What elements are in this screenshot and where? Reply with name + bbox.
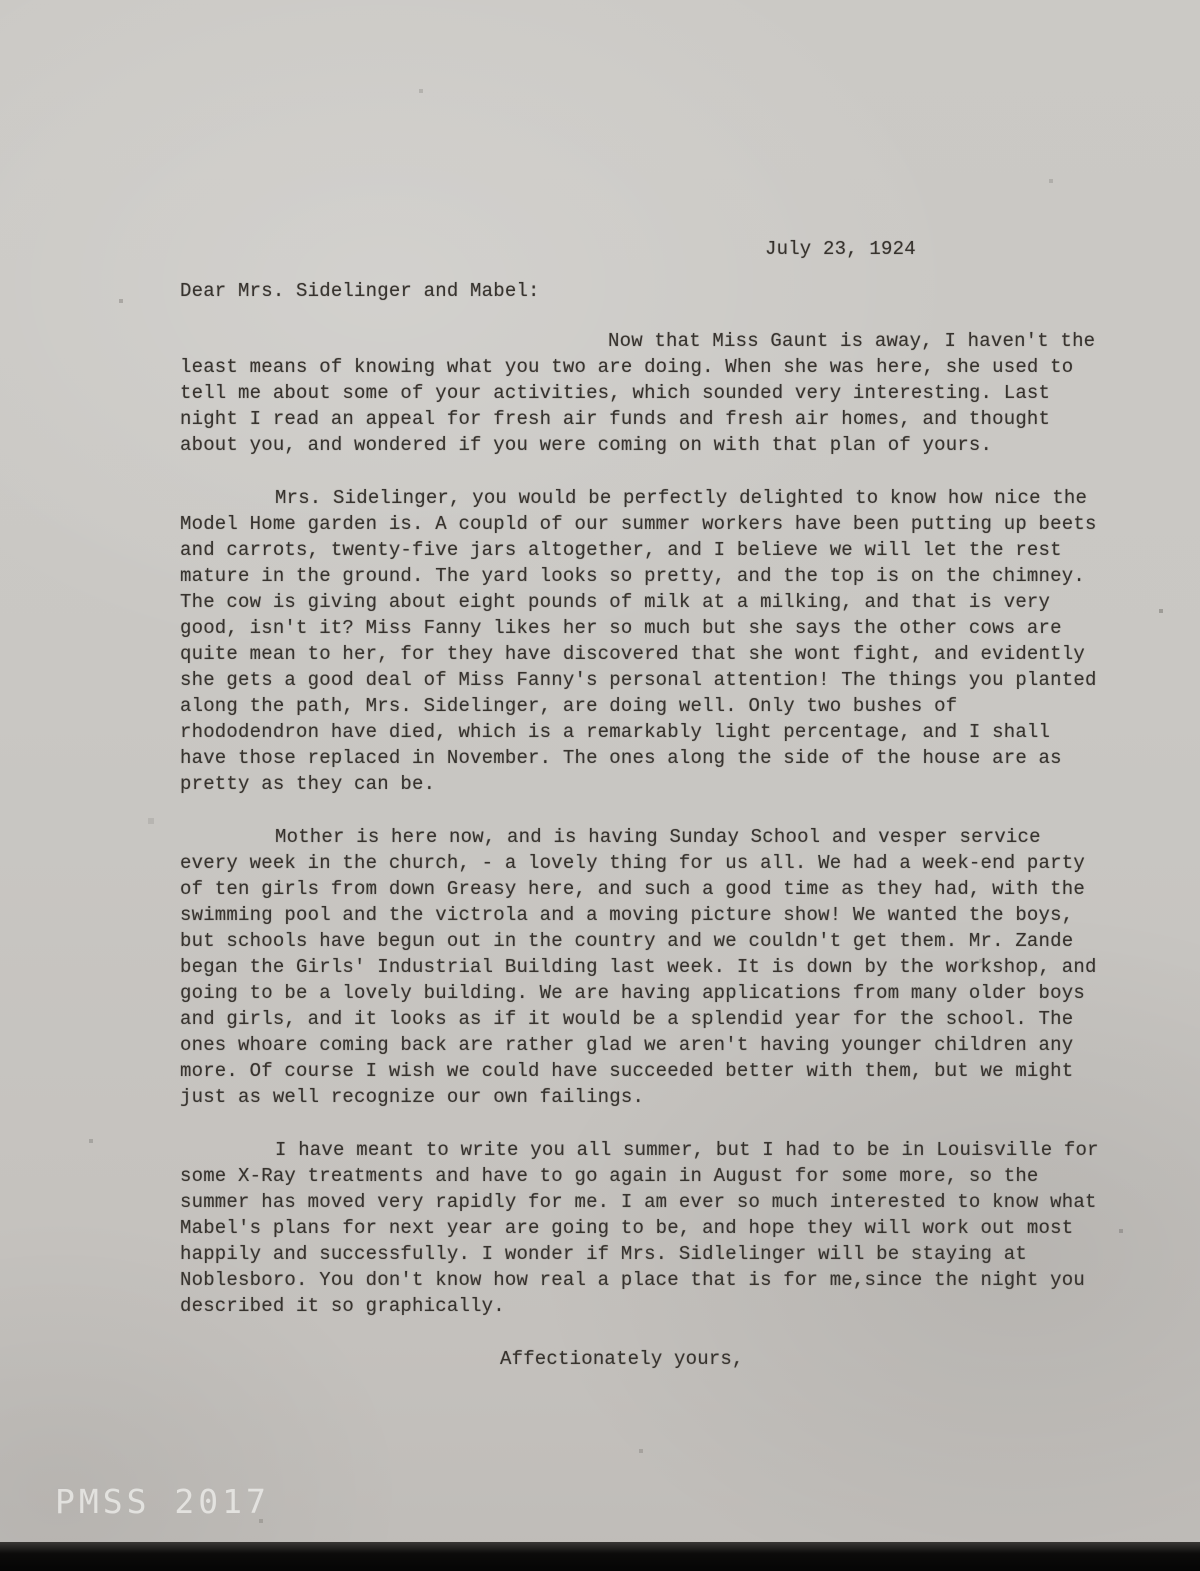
scan-bottom-edge (0, 1542, 1200, 1571)
letter-body (180, 236, 1105, 1372)
letter-paragraph: Mother is here now, and is having Sunday School and vesper service every week in the church, - a lovely thing for us all. We had a week-end party of ten girls from down Greasy here, and such a good time as they had, with the swimming pool and the victrola and a moving picture show! We wanted the boys, but schools have begun out in the country and we couldn't get them. Mr. Zande began the Girls' Industrial Building last week. It is down by the workshop, and going to be a lovely building. We are having applications from many older boys and girls, and it looks as if it would be a splendid year for the school. The ones whoare coming back are rather glad we aren't having younger children any more. Of course I wish we could have succeeded better with them, but we might just as well recognize our own failings. (180, 826, 1097, 1108)
letter-salutation: Dear Mrs. Sidelinger and Mabel: (180, 280, 540, 302)
letter-date: July 23, 1924 (765, 238, 916, 260)
letter-paragraph: Now that Miss Gaunt is away, I haven't the least means of knowing what you two are doing. When she was here, she used to tell me about some of your activities, which sounded very interesting. Last night I read an appeal for fresh air funds and fresh air homes, and thought about you, and wondered if you were coming on with that plan of yours. (180, 330, 1096, 456)
letter-paragraph: I have meant to write you all summer, but I had to be in Louisville for some X-Ray treatments and have to go again in August for some more, so the summer has moved very rapidly for me. I am ever so much interested to know what Mabel's plans for next year are going to be, and hope they will work out most happily and successfully. I wonder if Mrs. Sidlelinger will be staying at Noblesboro. You don't know how real a place that is for me,since the night you described it so graphically. (180, 1139, 1099, 1317)
letter-paragraph: Mrs. Sidelinger, you would be perfectly delighted to know how nice the Model Home garden is. A coupld of our summer workers have been putting up beets and carrots, twenty-five jars altogether, and I believe we will let the rest mature in the ground. The yard looks so pretty, and the top is on the chimney. The cow is giving about eight pounds of milk at a milking, and that is very good, isn't it? Miss Fanny likes her so much but she says the other cows are quite mean to her, for they have discovered that she wont fight, and evidently she gets a good deal of Miss Fanny's personal attention! The things you planted along the path, Mrs. Sidelinger, are doing well. Only two bushes of rhododendron have died, which is a remarkably light percentage, and I shall have those replaced in November. The ones along the side of the house are as pretty as they can be. (180, 487, 1097, 795)
letter-closing: Affectionately yours, (500, 1348, 744, 1370)
paper-texture-specks (0, 0, 2, 2)
archive-watermark: PMSS 2017 (55, 1482, 270, 1521)
